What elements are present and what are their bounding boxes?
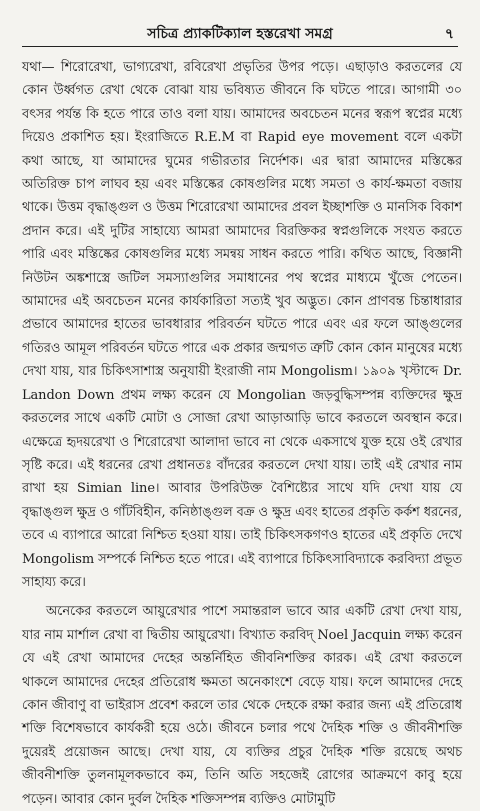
page-body [22,56,462,811]
running-title: সচিত্র প্র্যাকটিক্যাল হস্তরেখা সমগ্র [147,26,333,42]
paragraph-1: যথা— শিরোরেখা, ভাগ্যরেখা, রবিরেখা প্রভৃতির উপর পড়ে। এছাড়াও করতলের যে কোন উর্ধ্বগত রেখা থেকে বোঝা যায় ভবিষ্যত জীবনে কি ঘটতে পারে। আগামী ৩০ বৎসর পর্যন্ত কি হতে পারে তাও বলা যায়। আমাদের অবচেতন মনের স্বরূপ স্বপ্নের মধ্যে দিয়েও প্রকাশিত হয়। ইংরাজিতে R.E.M বা Rapid eye movement বলে একটা কথা আছে, যা আমাদের ঘুমের গভীরতার নির্দেশক। এর দ্বারা আমাদের মস্তিষ্কের অতিরিক্ত চাপ লাঘব হয় এবং মস্তিষ্কের কোষগুলির মধ্যে সমতা ও কার্য-ক্ষমতা বজায় থাকে। উত্তম বৃদ্ধাঙ্গুল ও উত্তম শিরোরেখা আমাদের প্রবল ইচ্ছাশক্তি ও মানসিক বিকাশ প্রদান করে। এই দুটির সাহায্যে আমরা আমাদের বিরক্তিকর স্বপ্নগুলিকে সংযত করতে পারি এবং মস্তিষ্কের কোষগুলির মধ্যে সমন্বয় সাধন করতে পারি। কথিত আছে, বিজ্ঞানী নিউটন অঙ্কশাস্ত্রে জটিল সমস্যাগুলির সমাধানের পথ স্বপ্নের মাধ্যমে খুঁজে পেতেন। আমাদের এই অবচেতন মনের কার্যকারিতা সত্যই খুব অদ্ভুত। কোন প্রাণবন্ত চিন্তাধারার প্রভাবে আমাদের হাতের ভাবধারার পরিবর্তন ঘটতে পারে এবং এর ফলে আঙ্গুলের গতিরও আমূল পরিবর্তন ঘটতে পারে এক প্রকার জন্মগত ত্রুটি কোন কোন মানুষের মধ্যে দেখা যায়, যার চিকিৎসাশাস্ত্র অনুযায়ী ইংরাজী নাম Mongolism। ১৯০৯ খৃস্টাব্দে Dr. Landon Down প্রথম লক্ষ্য করেন যে Mongolian জড়বুদ্ধিসম্পন্ন ব্যক্তিদের ক্ষুদ্র করতলের সাথে একটি মোটা ও সোজা রেখা আড়াআড়ি ভাবে করতলে অবস্থান করে। এক্ষেত্রে হৃদয়রেখা ও শিরোরেখা আলাদা ভাবে না থেকে একসাথে যুক্ত হয়ে ওই রেখার সৃষ্টি করে। এই ধরনের রেখা প্রধানতঃ বাঁদরের করতলে দেখা যায়। তাই এই রেখার নাম রাখা হয় Simian line। আবার উপরিউক্ত বৈশিষ্ট্যের সাথে যদি দেখা যায় যে বৃদ্ধাঙ্গুল ক্ষুদ্র ও গাঁটবিহীন, কনিষ্ঠাঙ্গুল বক্র ও ক্ষুদ্র এবং হাতের প্রকৃতি কর্কশ ধরনের, তবে এ ব্যাপারে আরো নিশ্চিত হওয়া যায়। তাই চিকিৎসকগণও হাতের এই প্রকৃতি দেখে Mongolism সম্পর্কে নিশ্চিত হতে পারে। এই ব্যাপারে চিকিৎসাবিদ্যাকে করবিদ্যা প্রভূত সাহায্য করে। [22,60,462,590]
page-number: ৭ [444,26,454,42]
page-header [22,20,458,46]
header-rule [22,46,458,47]
paragraph-2: অনেকের করতলে আয়ুরেখার পাশে সমান্তরাল ভাবে আর একটি রেখা দেখা যায়, যার নাম মার্শাল রেখা বা দ্বিতীয় আয়ুরেখা। বিখ্যাত করবিদ্ Noel Jacquin লক্ষ্য করেন যে এই রেখা আমাদের দেহের অন্তর্নিহিত জীবনিশক্তির কারক। এই রেখা করতলে থাকলে আমাদের দেহের প্রতিরোধ ক্ষমতা অনেকাংশে বেড়ে যায়। ফলে আমাদের দেহে কোন জীবাণু বা ভাইরাস প্রবেশ করলে তার থেকে দেহকে রক্ষা করার জন্য এই প্রতিরোধ শক্তি বিশেষভাবে কার্যকরী হয়ে ওঠে। জীবনে চলার পথে দৈহিক শক্তি ও জীবনীশক্তি দুয়েরই প্রয়োজন আছে। দেখা যায়, যে ব্যক্তির প্রচুর দৈহিক শক্তি রয়েছে অথচ জীবনীশক্তি তুলনামূলকভাবে কম, তিনি অতি সহজেই রোগের আক্রমণে কাবু হয়ে পড়েন। আবার কোন দুর্বল দৈহিক শক্তিসম্পন্ন ব্যক্তিও মোটামুটি [22,604,462,807]
